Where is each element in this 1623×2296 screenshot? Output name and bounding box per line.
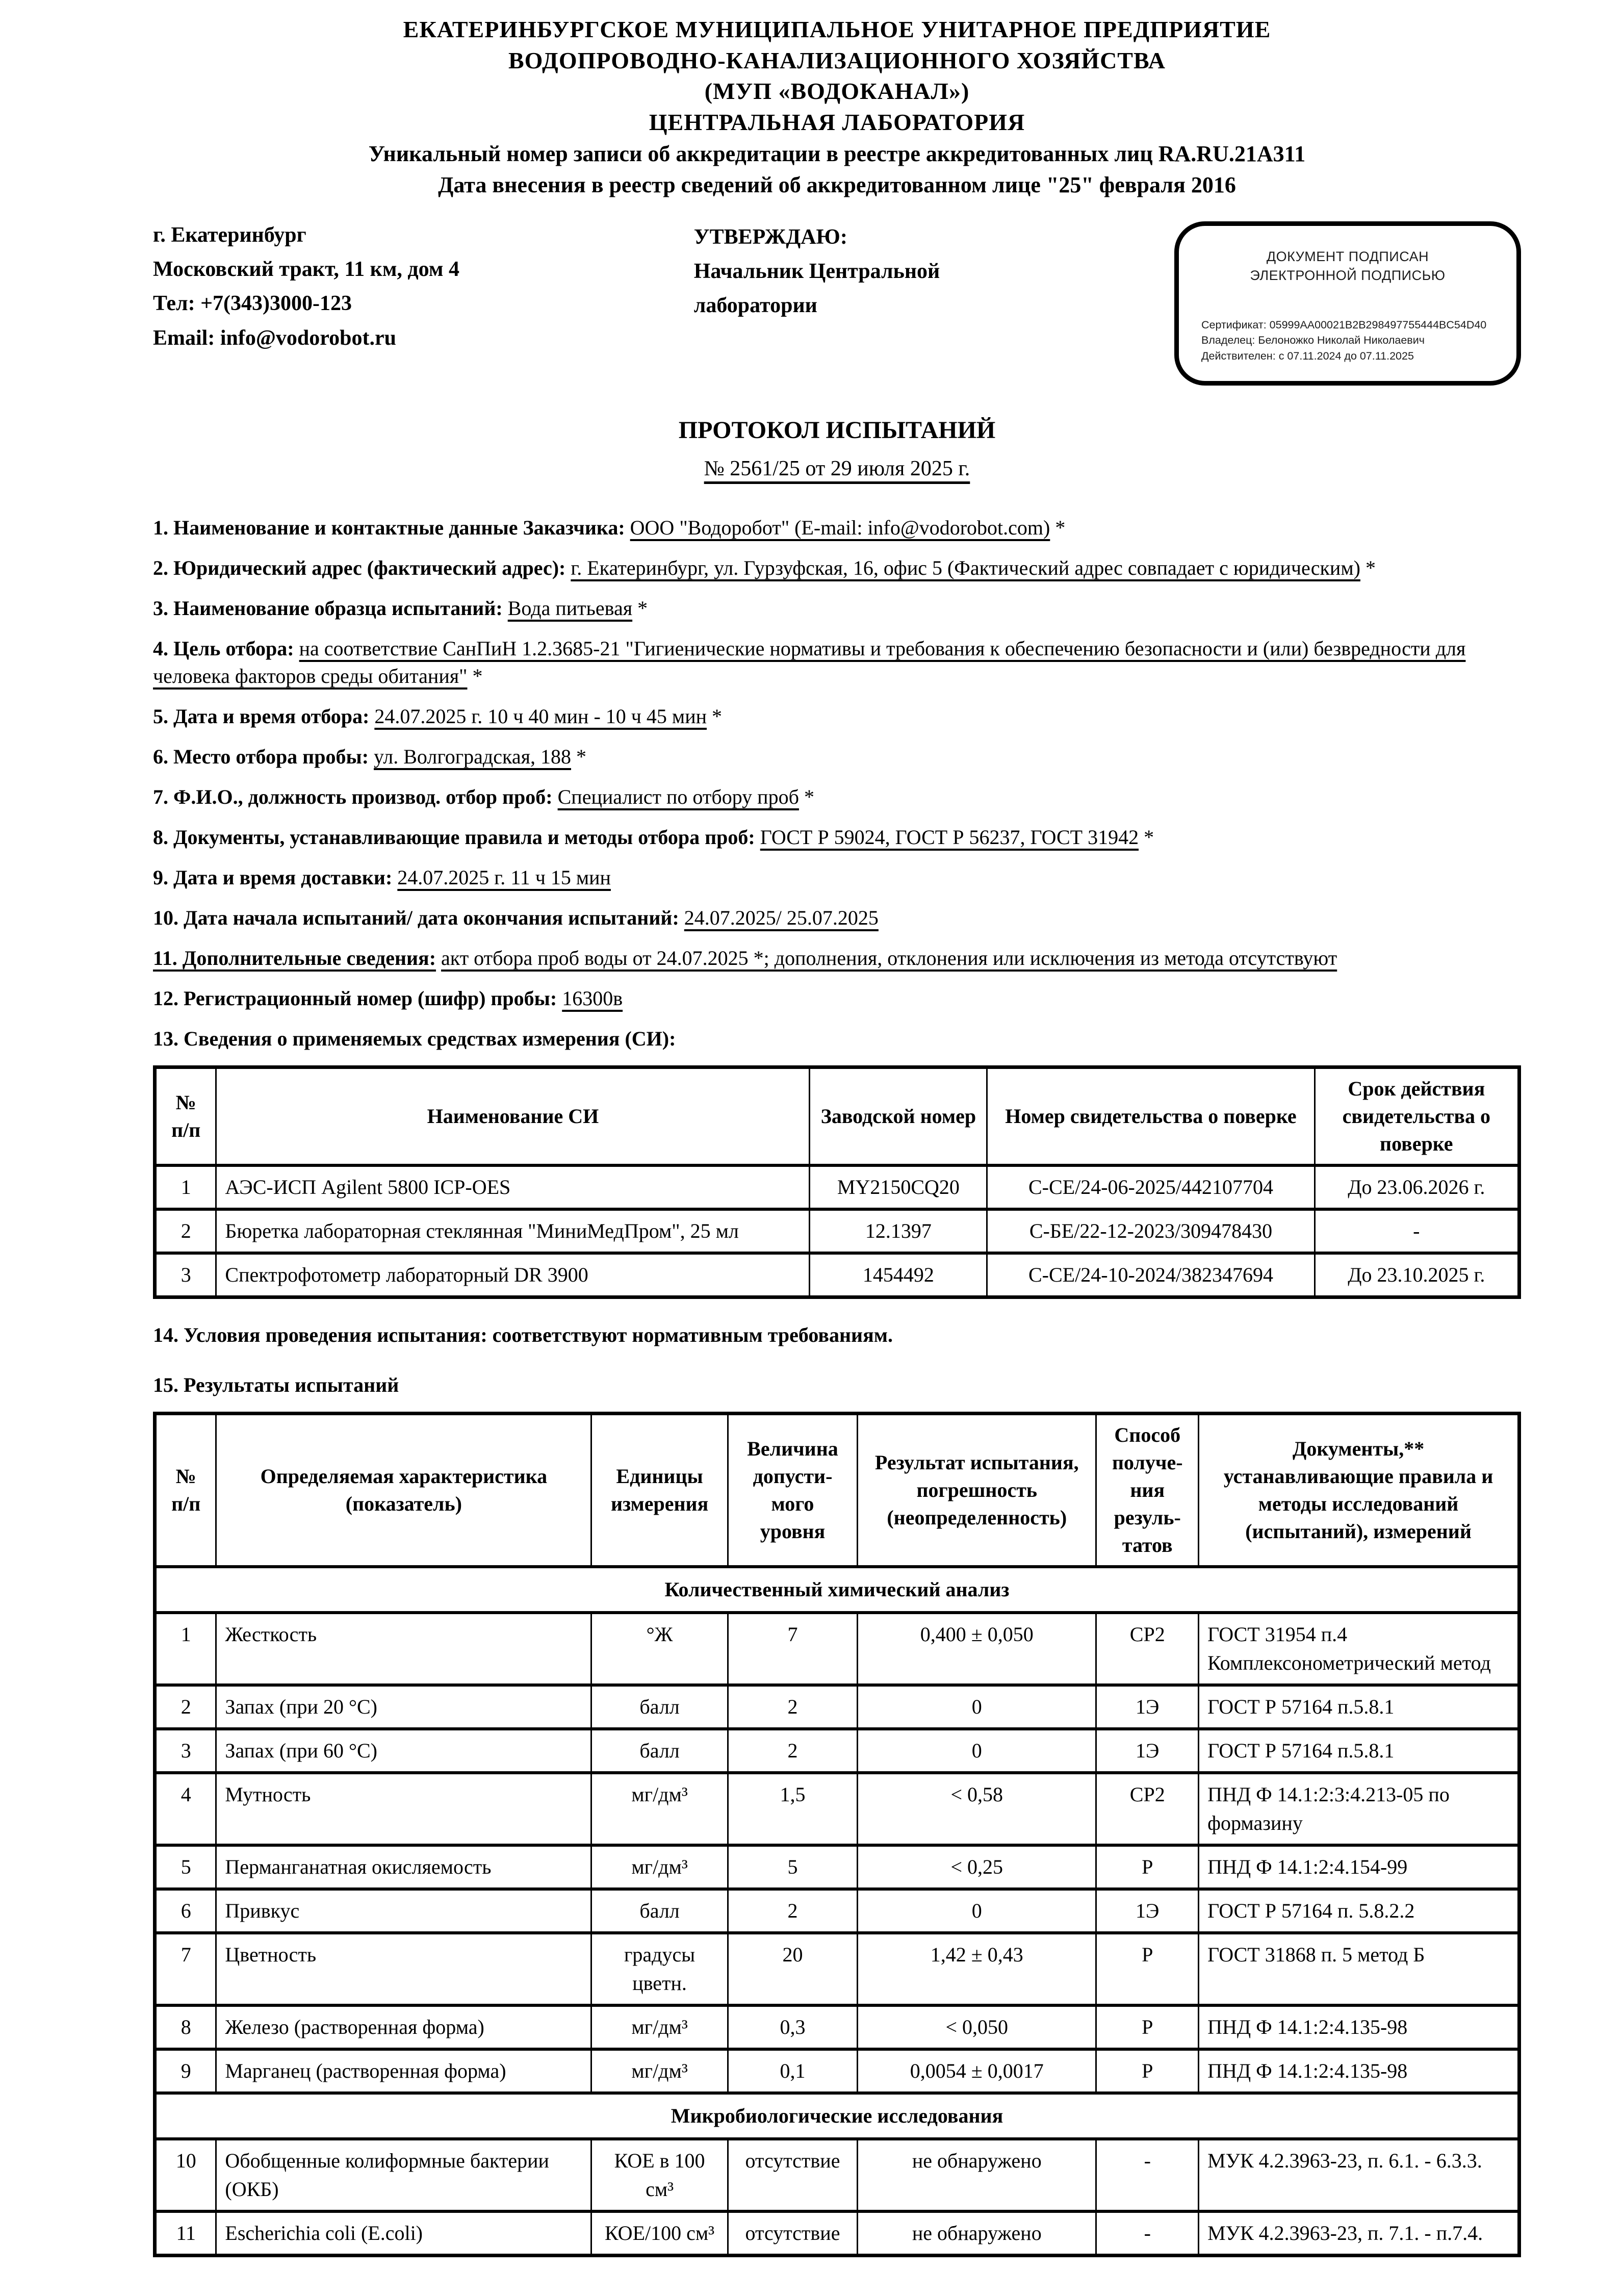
approval-line-2: Начальник Центральной bbox=[693, 260, 940, 284]
approval-block bbox=[694, 220, 940, 323]
table-cell: С-БЕ/22-12-2023/309478430 bbox=[987, 1209, 1315, 1253]
table-cell: До 23.06.2026 г. bbox=[1315, 1165, 1519, 1209]
table-cell: - bbox=[1096, 2211, 1199, 2256]
registry-date-line: Дата внесения в реестр сведений об аккредитованном лице "25" февраля 2016 bbox=[438, 172, 1236, 198]
protocol-item-1 bbox=[153, 514, 1521, 542]
section-title: Микробиологические исследования bbox=[155, 2093, 1519, 2139]
item-footnote-mark: * bbox=[1144, 825, 1154, 849]
contacts-approval-row bbox=[153, 218, 1521, 386]
org-name-line-3: (МУП «ВОДОКАНАЛ») bbox=[704, 78, 970, 105]
item-footnote-mark: * bbox=[1055, 516, 1066, 539]
table-cell: Бюретка лабораторная стеклянная "МиниМедПром", 25 мл bbox=[216, 1209, 810, 1253]
lab-email: Email: info@vodorobot.ru bbox=[153, 326, 396, 350]
result-row bbox=[155, 1685, 1519, 1729]
item-value: ул. Волгоградская, 188 bbox=[374, 745, 572, 768]
si-table-row bbox=[155, 1165, 1519, 1209]
protocol-item-11 bbox=[153, 945, 1521, 972]
table-cell: 9 bbox=[155, 2049, 216, 2093]
table-cell: 0 bbox=[858, 1889, 1096, 1933]
table-cell: не обнаружено bbox=[858, 2139, 1096, 2211]
res-col-number: № п/п bbox=[155, 1413, 216, 1567]
table-cell: 3 bbox=[155, 1253, 216, 1297]
protocol-item-14 bbox=[153, 1321, 1521, 1349]
item-value: соответствуют нормативным требованиям. bbox=[492, 1323, 893, 1346]
table-cell: 7 bbox=[155, 1933, 216, 2005]
stamp-details bbox=[1201, 317, 1494, 364]
table-cell: Спектрофотометр лабораторный DR 3900 bbox=[216, 1253, 810, 1297]
table-cell: Р bbox=[1096, 2049, 1199, 2093]
table-cell: ГОСТ 31954 п.4 Комплексонометрический метод bbox=[1199, 1613, 1519, 1685]
protocol-item-5 bbox=[153, 703, 1521, 730]
item-label: 15. Результаты испытаний bbox=[153, 1373, 399, 1396]
table-cell: 1Э bbox=[1096, 1729, 1199, 1773]
item-label: 6. Место отбора пробы: bbox=[153, 745, 369, 768]
section-microbiological bbox=[155, 2093, 1519, 2139]
si-col-number: № п/п bbox=[155, 1067, 216, 1165]
si-col-name: Наименование СИ bbox=[216, 1067, 810, 1165]
table-cell: 7 bbox=[728, 1613, 857, 1685]
table-cell: Escherichia coli (E.coli) bbox=[216, 2211, 591, 2256]
approval-line-3: лаборатории bbox=[693, 294, 817, 318]
lab-contacts-block bbox=[153, 218, 459, 355]
protocol-item-8 bbox=[153, 824, 1521, 851]
result-row bbox=[155, 2139, 1519, 2211]
item-footnote-mark: * bbox=[472, 664, 483, 687]
section-title: Количественный химический анализ bbox=[155, 1567, 1519, 1613]
table-cell: С-СЕ/24-10-2024/382347694 bbox=[987, 1253, 1315, 1297]
table-cell: КОЕ/100 см³ bbox=[591, 2211, 728, 2256]
table-cell: 2 bbox=[155, 1685, 216, 1729]
si-table-row bbox=[155, 1209, 1519, 1253]
protocol-items bbox=[153, 514, 1521, 2257]
res-col-result: Результат испытания, погрешность (неопределенность) bbox=[858, 1413, 1096, 1567]
stamp-title-line-1: ДОКУМЕНТ ПОДПИСАН bbox=[1266, 249, 1429, 265]
result-row bbox=[155, 2005, 1519, 2049]
org-name-line-4: ЦЕНТРАЛЬНАЯ ЛАБОРАТОРИЯ bbox=[649, 109, 1025, 136]
table-cell: 1,42 ± 0,43 bbox=[858, 1933, 1096, 2005]
si-table-row bbox=[155, 1253, 1519, 1297]
table-cell: Цветность bbox=[216, 1933, 591, 2005]
test-results-table bbox=[153, 1412, 1521, 2257]
item-value: г. Екатеринбург, ул. Гурзуфская, 16, офис 5 (Фактический адрес совпадает с юридическим) bbox=[571, 556, 1360, 579]
table-cell: 8 bbox=[155, 2005, 216, 2049]
org-header bbox=[153, 14, 1521, 201]
lab-phone: Тел: +7(343)3000-123 bbox=[153, 292, 352, 316]
table-cell: мг/дм³ bbox=[591, 1845, 728, 1889]
protocol-item-9 bbox=[153, 864, 1521, 891]
table-cell: < 0,58 bbox=[858, 1773, 1096, 1845]
protocol-item-7 bbox=[153, 783, 1521, 811]
item-value: 24.07.2025 г. 11 ч 15 мин bbox=[397, 865, 611, 889]
stamp-title-line-2: ЭЛЕКТРОННОЙ ПОДПИСЬЮ bbox=[1250, 267, 1446, 283]
si-table-header-row bbox=[155, 1067, 1519, 1165]
table-cell: 4 bbox=[155, 1773, 216, 1845]
table-cell: Марганец (растворенная форма) bbox=[216, 2049, 591, 2093]
table-cell: 10 bbox=[155, 2139, 216, 2211]
table-cell: балл bbox=[591, 1729, 728, 1773]
table-cell: 0,0054 ± 0,0017 bbox=[858, 2049, 1096, 2093]
table-cell: Перманганатная окисляемость bbox=[216, 1845, 591, 1889]
result-row bbox=[155, 2211, 1519, 2256]
item-label: 1. Наименование и контактные данные Заказчика: bbox=[153, 516, 625, 539]
lab-address: Московский тракт, 11 км, дом 4 bbox=[153, 258, 459, 282]
table-cell: 1,5 bbox=[728, 1773, 857, 1845]
table-cell: не обнаружено bbox=[858, 2211, 1096, 2256]
stamp-certificate: Сертификат: 05999AA00021B2B298497755444BC54D40 bbox=[1201, 318, 1487, 331]
protocol-number: № 2561/25 от 29 июля 2025 г. bbox=[704, 457, 970, 481]
res-col-units: Единицы измерения bbox=[591, 1413, 728, 1567]
table-cell: ПНД Ф 14.1:2:4.154-99 bbox=[1199, 1845, 1519, 1889]
item-label: 7. Ф.И.О., должность производ. отбор проб: bbox=[153, 785, 553, 808]
item-label: 4. Цель отбора: bbox=[153, 636, 294, 660]
item-footnote-mark: * bbox=[712, 704, 723, 728]
accreditation-number-line: Уникальный номер записи об аккредитации в реестре аккредитованных лиц RA.RU.21A311 bbox=[368, 141, 1306, 166]
table-cell: СР2 bbox=[1096, 1613, 1199, 1685]
protocol-item-4 bbox=[153, 635, 1521, 690]
table-cell: 2 bbox=[728, 1729, 857, 1773]
table-cell: Жесткость bbox=[216, 1613, 591, 1685]
result-row bbox=[155, 1729, 1519, 1773]
org-name-line-2: ВОДОПРОВОДНО-КАНАЛИЗАЦИОННОГО ХОЗЯЙСТВА bbox=[508, 47, 1166, 73]
table-cell: Железо (растворенная форма) bbox=[216, 2005, 591, 2049]
item-value: 24.07.2025/ 25.07.2025 bbox=[684, 906, 879, 929]
res-col-documents: Документы,** устанавливающие правила и методы исследований (испытаний), измерений bbox=[1199, 1413, 1519, 1567]
table-cell: Запах (при 60 °С) bbox=[216, 1729, 591, 1773]
table-cell: Р bbox=[1096, 2005, 1199, 2049]
table-cell: МУК 4.2.3963-23, п. 6.1. - 6.3.3. bbox=[1199, 2139, 1519, 2211]
table-cell: - bbox=[1315, 1209, 1519, 1253]
table-cell: Запах (при 20 °С) bbox=[216, 1685, 591, 1729]
approval-line-1: УТВЕРЖДАЮ: bbox=[693, 225, 847, 249]
table-cell: 1Э bbox=[1096, 1889, 1199, 1933]
table-cell: 0,400 ± 0,050 bbox=[858, 1613, 1096, 1685]
result-row bbox=[155, 2049, 1519, 2093]
table-cell: 11 bbox=[155, 2211, 216, 2256]
si-col-certificate: Номер свидетельства о поверке bbox=[987, 1067, 1315, 1165]
item-value: акт отбора проб воды от 24.07.2025 *; дополнения, отклонения или исключения из метода отсутствуют bbox=[441, 946, 1337, 970]
item-value: Вода питьевая bbox=[507, 596, 633, 620]
table-cell: 6 bbox=[155, 1889, 216, 1933]
item-label: 9. Дата и время доставки: bbox=[153, 865, 393, 889]
table-cell: 1454492 bbox=[810, 1253, 987, 1297]
item-footnote-mark: * bbox=[804, 785, 814, 808]
table-cell: ГОСТ Р 57164 п.5.8.1 bbox=[1199, 1729, 1519, 1773]
table-cell: 0 bbox=[858, 1685, 1096, 1729]
table-cell: < 0,25 bbox=[858, 1845, 1096, 1889]
section-chemical-analysis bbox=[155, 1567, 1519, 1613]
si-col-serial: Заводской номер bbox=[810, 1067, 987, 1165]
item-label: 12. Регистрационный номер (шифр) пробы: bbox=[153, 986, 557, 1010]
res-col-allowed-level: Величина допусти-мого уровня bbox=[728, 1413, 857, 1567]
table-cell: мг/дм³ bbox=[591, 2005, 728, 2049]
table-cell: ПНД Ф 14.1:2:4.135-98 bbox=[1199, 2005, 1519, 2049]
table-cell: 0 bbox=[858, 1729, 1096, 1773]
results-header-row bbox=[155, 1413, 1519, 1567]
protocol-item-2 bbox=[153, 554, 1521, 582]
table-cell: Р bbox=[1096, 1845, 1199, 1889]
table-cell: МУК 4.2.3963-23, п. 7.1. - п.7.4. bbox=[1199, 2211, 1519, 2256]
table-cell: С-СЕ/24-06-2025/442107704 bbox=[987, 1165, 1315, 1209]
table-cell: Мутность bbox=[216, 1773, 591, 1845]
table-cell: СР2 bbox=[1096, 1773, 1199, 1845]
item-value: Специалист по отбору проб bbox=[557, 785, 799, 808]
table-cell: 2 bbox=[728, 1889, 857, 1933]
table-cell: градусы цветн. bbox=[591, 1933, 728, 2005]
table-cell: ГОСТ 31868 п. 5 метод Б bbox=[1199, 1933, 1519, 2005]
protocol-item-15 bbox=[153, 1371, 1521, 1399]
table-cell: 0,3 bbox=[728, 2005, 857, 2049]
table-cell: 3 bbox=[155, 1729, 216, 1773]
item-footnote-mark: * bbox=[637, 596, 648, 620]
table-cell: отсутствие bbox=[728, 2139, 857, 2211]
protocol-item-3 bbox=[153, 595, 1521, 622]
table-cell: °Ж bbox=[591, 1613, 728, 1685]
item-label: 8. Документы, устанавливающие правила и методы отбора проб: bbox=[153, 825, 755, 849]
table-cell: балл bbox=[591, 1889, 728, 1933]
protocol-title: ПРОТОКОЛ ИСПЫТАНИЙ bbox=[678, 417, 996, 444]
table-cell: 2 bbox=[728, 1685, 857, 1729]
result-row bbox=[155, 1613, 1519, 1685]
table-cell: 20 bbox=[728, 1933, 857, 2005]
protocol-item-12 bbox=[153, 985, 1521, 1012]
table-cell: ГОСТ Р 57164 п.5.8.1 bbox=[1199, 1685, 1519, 1729]
item-label: 2. Юридический адрес (фактический адрес): bbox=[153, 556, 566, 579]
table-cell: 5 bbox=[155, 1845, 216, 1889]
table-cell: До 23.10.2025 г. bbox=[1315, 1253, 1519, 1297]
item-label: 3. Наименование образца испытаний: bbox=[153, 596, 503, 620]
item-value: на соответствие СанПиН 1.2.3685-21 "Гигиенические нормативы и требования к обеспечению безопасности и (или) безвредности для человека факторов среды обитания" bbox=[153, 636, 1466, 687]
protocol-item-10 bbox=[153, 904, 1521, 932]
table-cell: 0,1 bbox=[728, 2049, 857, 2093]
item-label: 5. Дата и время отбора: bbox=[153, 704, 370, 728]
table-cell: балл bbox=[591, 1685, 728, 1729]
table-cell: Р bbox=[1096, 1933, 1199, 2005]
table-cell: КОЕ в 100 см³ bbox=[591, 2139, 728, 2211]
table-cell: отсутствие bbox=[728, 2211, 857, 2256]
item-value: 24.07.2025 г. 10 ч 40 мин - 10 ч 45 мин bbox=[374, 704, 707, 728]
table-cell: мг/дм³ bbox=[591, 1773, 728, 1845]
table-cell: ПНД Ф 14.1:2:3:4.213-05 по формазину bbox=[1199, 1773, 1519, 1845]
protocol-item-6 bbox=[153, 743, 1521, 771]
item-value: ООО "Водоробот" (E-mail: info@vodorobot.com) bbox=[630, 516, 1050, 539]
item-label: 10. Дата начала испытаний/ дата окончания испытаний: bbox=[153, 906, 679, 929]
item-label: 14. Условия проведения испытания: bbox=[153, 1323, 487, 1346]
table-cell: ПНД Ф 14.1:2:4.135-98 bbox=[1199, 2049, 1519, 2093]
org-name-line-1: ЕКАТЕРИНБУРГСКОЕ МУНИЦИПАЛЬНОЕ УНИТАРНОЕ ПРЕДПРИЯТИЕ bbox=[403, 16, 1271, 42]
table-cell: 1 bbox=[155, 1613, 216, 1685]
table-cell: 12.1397 bbox=[810, 1209, 987, 1253]
stamp-validity: Действителен: с 07.11.2024 до 07.11.2025 bbox=[1201, 349, 1414, 362]
item-footnote-mark: * bbox=[1365, 556, 1376, 579]
table-cell: 2 bbox=[155, 1209, 216, 1253]
digital-signature-stamp bbox=[1174, 221, 1521, 386]
stamp-title bbox=[1201, 247, 1494, 285]
table-cell: АЭС-ИСП Agilent 5800 ICP-OES bbox=[216, 1165, 810, 1209]
table-cell: MY2150CQ20 bbox=[810, 1165, 987, 1209]
table-cell: 1 bbox=[155, 1165, 216, 1209]
table-cell: - bbox=[1096, 2139, 1199, 2211]
table-cell: < 0,050 bbox=[858, 2005, 1096, 2049]
table-cell: Привкус bbox=[216, 1889, 591, 1933]
protocol-item-13 bbox=[153, 1025, 1521, 1053]
item-label: 11. Дополнительные сведения: bbox=[153, 946, 436, 970]
table-cell: мг/дм³ bbox=[591, 2049, 728, 2093]
result-row bbox=[155, 1933, 1519, 2005]
item-footnote-mark: * bbox=[576, 745, 587, 768]
table-cell: 1Э bbox=[1096, 1685, 1199, 1729]
result-row bbox=[155, 1889, 1519, 1933]
lab-city: г. Екатеринбург bbox=[153, 223, 306, 247]
res-col-method-type: Способ получе-ния резуль-татов bbox=[1096, 1413, 1199, 1567]
item-value: ГОСТ Р 59024, ГОСТ Р 56237, ГОСТ 31942 bbox=[760, 825, 1139, 849]
item-label: 13. Сведения о применяемых средствах измерения (СИ): bbox=[153, 1027, 676, 1050]
si-col-validity: Срок действия свидетельства о поверке bbox=[1315, 1067, 1519, 1165]
measurement-instruments-table bbox=[153, 1065, 1521, 1299]
table-cell: 5 bbox=[728, 1845, 857, 1889]
result-row bbox=[155, 1845, 1519, 1889]
table-cell: Обобщенные колиформные бактерии (ОКБ) bbox=[216, 2139, 591, 2211]
result-row bbox=[155, 1773, 1519, 1845]
item-value: 16300в bbox=[562, 986, 623, 1010]
stamp-owner: Владелец: Белоножко Николай Николаевич bbox=[1201, 334, 1425, 347]
res-col-characteristic: Определяемая характеристика (показатель) bbox=[216, 1413, 591, 1567]
table-cell: ГОСТ Р 57164 п. 5.8.2.2 bbox=[1199, 1889, 1519, 1933]
